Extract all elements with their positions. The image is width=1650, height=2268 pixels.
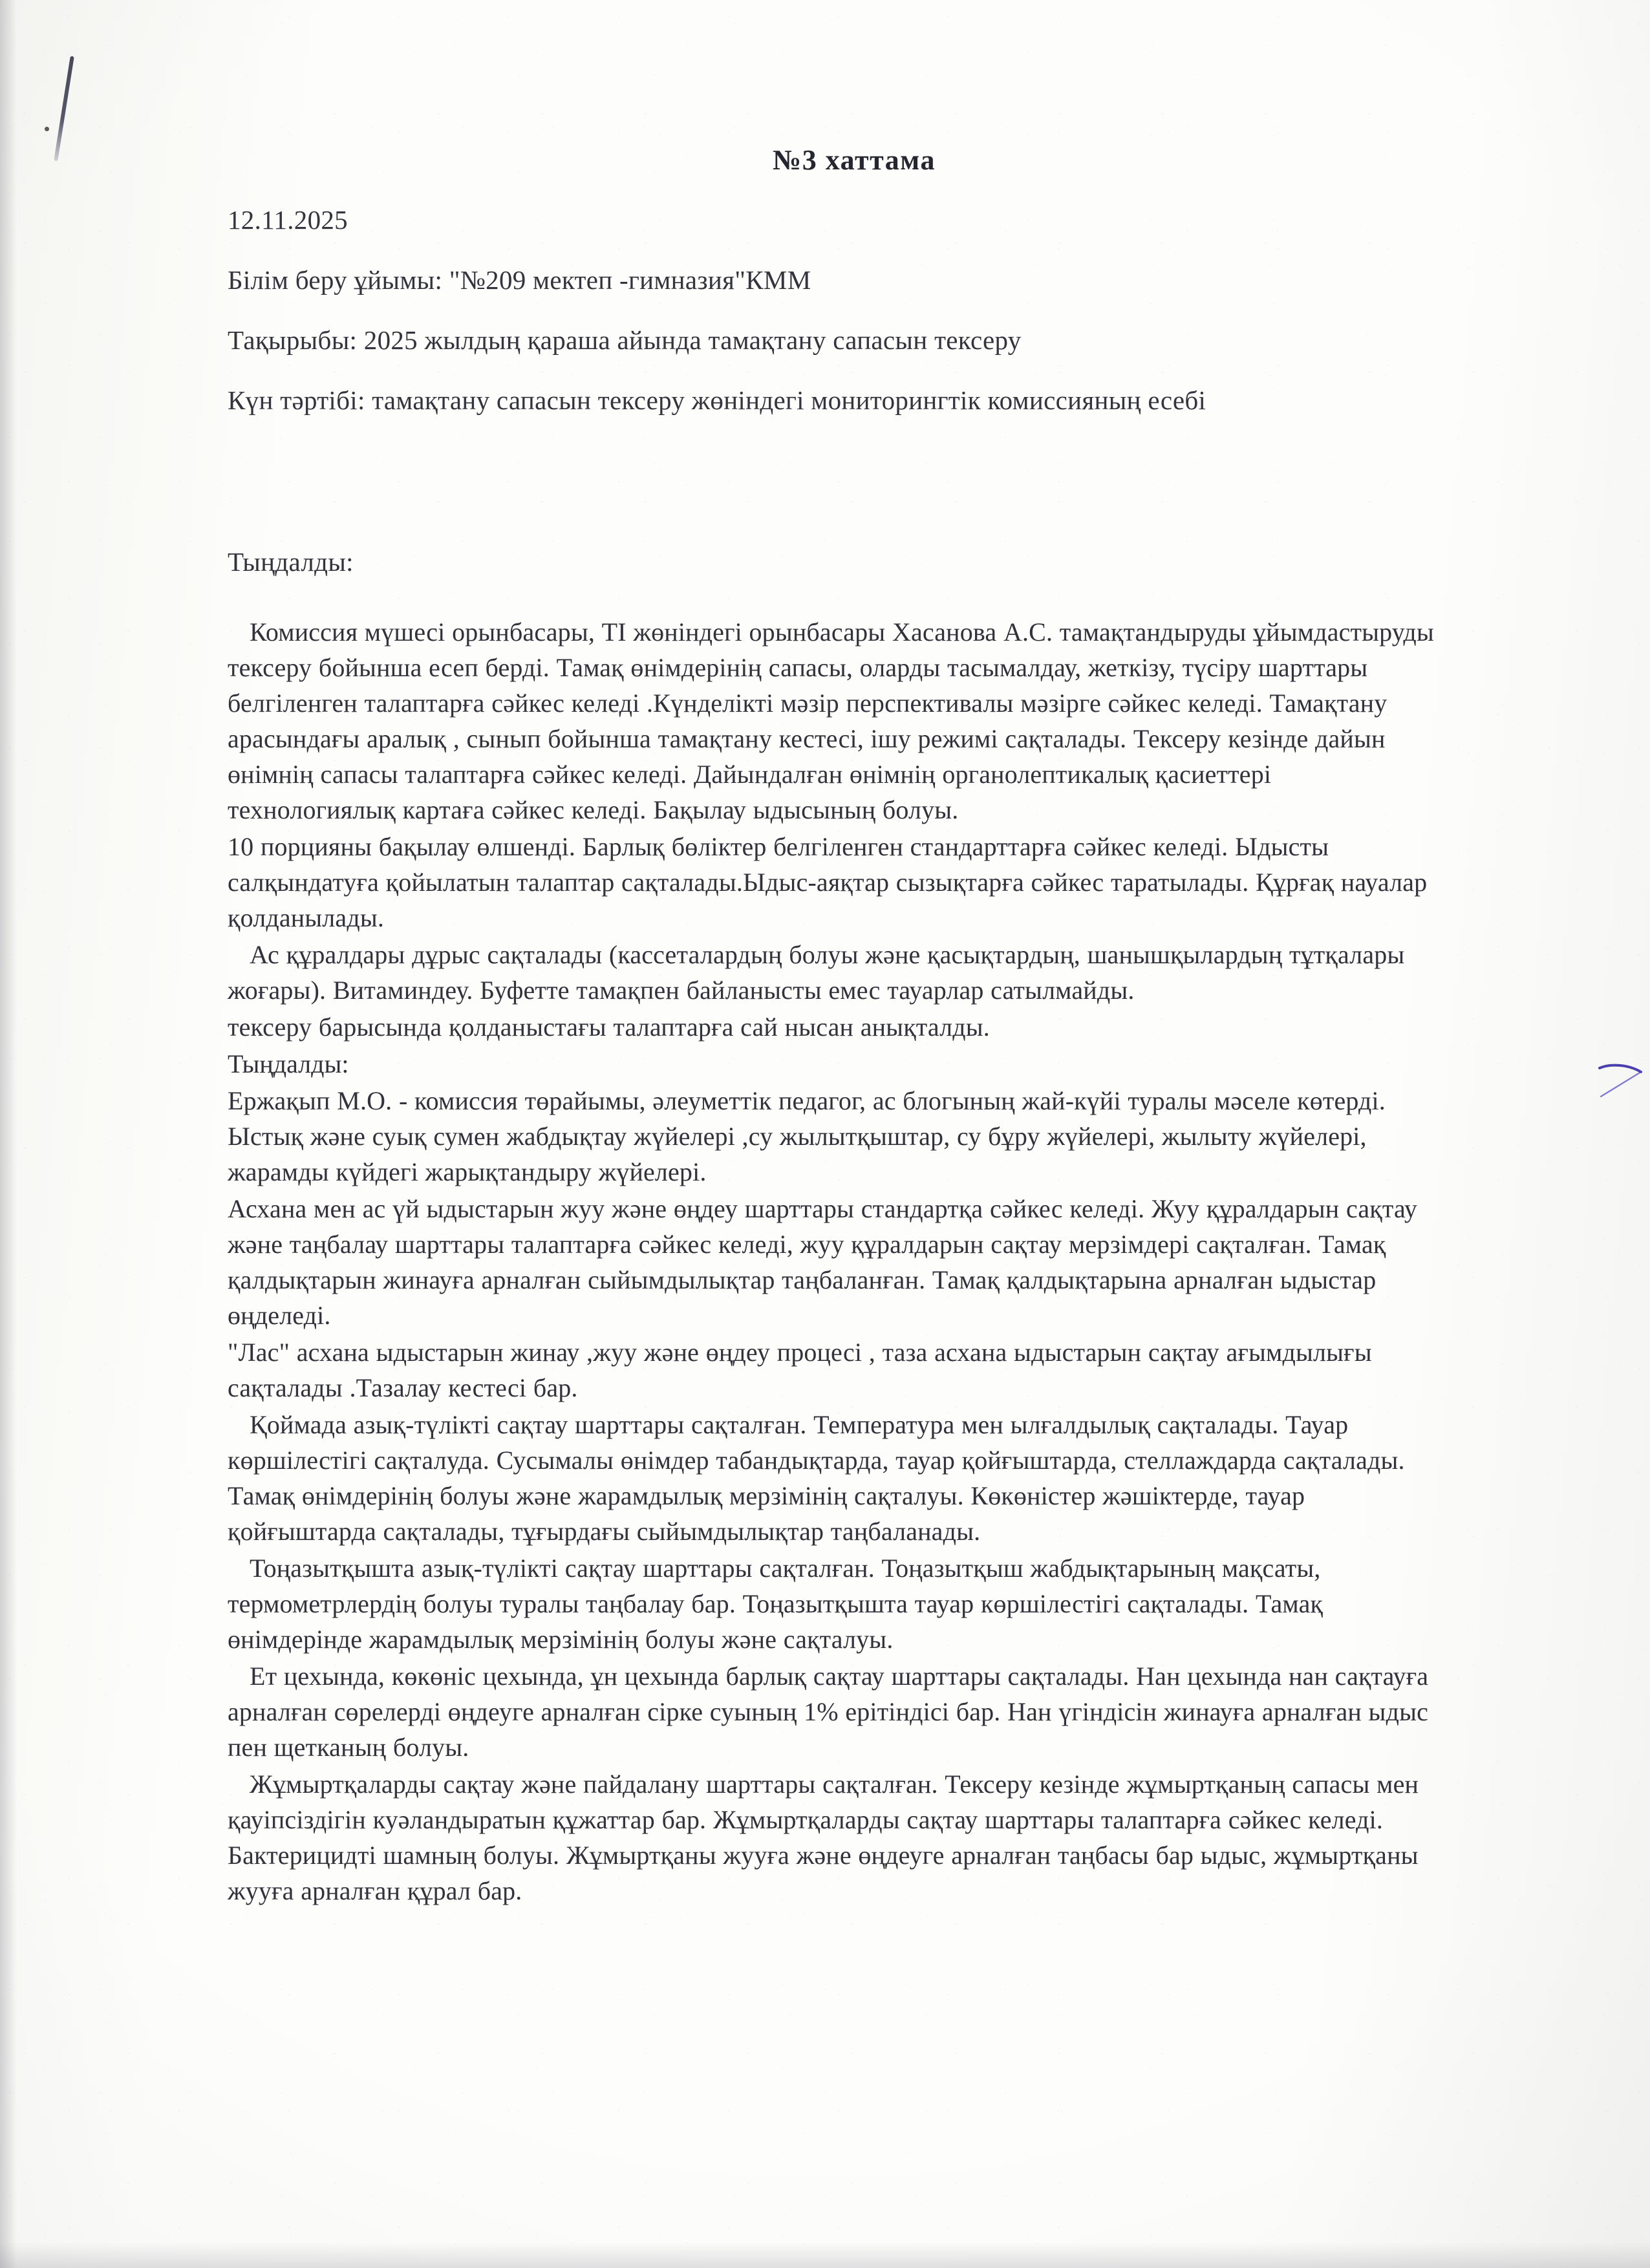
paragraph-dirty-dishes-process: "Лас" асхана ыдыстарын жинау ,жуу және өңдеу процесі , таза асхана ыдыстарын сақтау ағымдылығы сақталады .Тазалау кестесі бар. bbox=[228, 1338, 1372, 1402]
paragraph-portion-control: 10 порцияны бақылау өлшенді. Барлық бөліктер белгіленген стандарттарға сәйкес келеді. Ыдысты салқындатуға қойылатын талаптар сақталады.Ыдыс-аяқтар сызықтарға сәйкес таратылады. Құрғақ науалар қолданылады. bbox=[228, 832, 1428, 932]
document-meta-block bbox=[228, 207, 1443, 447]
agenda-line: Күн тәртібі: тамақтану сапасын тексеру жөніндегі мониторингтік комиссияның есебі bbox=[228, 385, 1206, 415]
blue-check-mark-icon bbox=[1597, 1060, 1646, 1106]
page-edge-shadow-left bbox=[0, 0, 17, 2268]
paragraph-dishwashing-conditions: Асхана мен ас үй ыдыстарын жуу және өңдеу шарттары стандартқа сәйкес келеді. Жуу құралдарын сақтау және таңбалау шарттары талаптарға сәйкес келеді, жуу құралдарын сақтау мерзімдері сақталған. Тамақ қалдықтарын жинауға арналған сыйымдылықтар таңбаланған. Тамақ қалдықтарына арналған ыдыстар өңделеді. bbox=[228, 1194, 1417, 1330]
paragraph-egg-storage: Жұмыртқаларды сақтау және пайдалану шарттары сақталған. Тексеру кезінде жұмыртқаның сапасы мен қауіпсіздігін куәландыратын құжаттар бар. Жұмыртқаларды сақтау шарттары талаптарға сәйкес келеді. Бактерицидті шамның болуы. Жұмыртқаны жууға және өңдеуге арналған таңбасы бар ыдыс, жұмыртқаны жууға арналған құрал бар. bbox=[228, 1770, 1419, 1905]
document-title: №3 хаттама bbox=[773, 144, 936, 176]
heard-label-first: Тыңдалды: bbox=[228, 547, 354, 577]
organization-line: Білім беру ұйымы: "№209 мектеп -гимназия"КММ bbox=[228, 265, 811, 295]
paragraph-cutlery-storage: Ас құралдары дұрыс сақталады (кассеталардың болуы және қасықтардың, шанышқылардың тұтқалары жоғары). Витаминдеу. Буфетте тамақпен байланысты емес тауарлар сатылмайды. bbox=[228, 940, 1405, 1005]
paragraph-warehouse-storage: Қоймада азық-түлікті сақтау шарттары сақталған. Температура мен ылғалдылық сақталады. Тауар көршілестігі сақталуда. Сусымалы өнімдер табандықтарда, тауар қойғыштарда, стеллаждарда сақталады. Тамақ өнімдерінің болуы және жарамдылық мерзімінің сақталуы. Көкөністер жәшіктерде, тауар қойғыштарда сақталады, тұғырдағы сыйымдылықтар таңбаланады. bbox=[228, 1410, 1405, 1546]
pen-dot-mark-icon bbox=[45, 127, 49, 131]
page-edge-shadow-bottom bbox=[0, 2242, 1650, 2268]
document-body bbox=[228, 614, 1435, 1910]
paragraph-inspection-result: тексеру барысында қолданыстағы талаптарға сай нысан анықталды. bbox=[228, 1012, 990, 1042]
paragraph-commission-report: Комиссия мүшесі орынбасары, ТІ жөніндегі орынбасары Хасанова А.С. тамақтандыруды ұйымдастыруды тексеру бойынша есеп берді. Тамақ өнімдерінің сапасы, оларды тасымалдау, жеткізу, түсіру шарттары белгіленген талаптарға сәйкес келеді .Күнделікті мәзір перспективалы мәзірге сәйкес келеді. Тамақтану арасындағы аралық , сынып бойынша тамақтану кестесі, ішу режимі сақталады. Тексеру кезінде дайын өнімнің сапасы талаптарға сәйкес келеді. Дайындалған өнімнің органолептикалық қасиеттері технологиялық картаға сәйкес келеді. Бақылау ыдысының болуы. bbox=[228, 617, 1434, 824]
heard-label-second: Тыңдалды: bbox=[228, 1049, 349, 1078]
paragraph-refrigerator-storage: Тоңазытқышта азық-түлікті сақтау шарттары сақталған. Тоңазытқыш жабдықтарының мақсаты, термометрлердің болуы туралы таңбалау бар. Тоңазытқышта тауар көршілестігі сақталады. Тамақ өнімдерінде жарамдылық мерзімінің болуы және сақталуы. bbox=[228, 1554, 1323, 1654]
paragraph-workshops-bakery: Ет цехында, көкөніс цехында, ұн цехында барлық сақтау шарттары сақталады. Нан цехында нан сақтауға арналған сөрелерді өңдеуге арналған сірке суының 1% ерітіндісі бар. Нан үгіндісін жинауға арналған ыдыс пен щетканың болуы. bbox=[228, 1662, 1429, 1762]
paragraph-chairperson-statement: Ержақып М.О. - комиссия төрайымы, әлеуметтік педагог, ас блогының жай-күйі туралы мәселе көтерді. Ыстық және суық сумен жабдықтау жүйелері ,су жылытқыштар, су бұру жүйелері, жылыту жүйелері, жарамды күйдегі жарықтандыру жүйелері. bbox=[228, 1086, 1386, 1186]
subject-line: Тақырыбы: 2025 жылдың қараша айында тамақтану сапасын тексеру bbox=[228, 325, 1022, 355]
document-date: 12.11.2025 bbox=[228, 205, 348, 235]
